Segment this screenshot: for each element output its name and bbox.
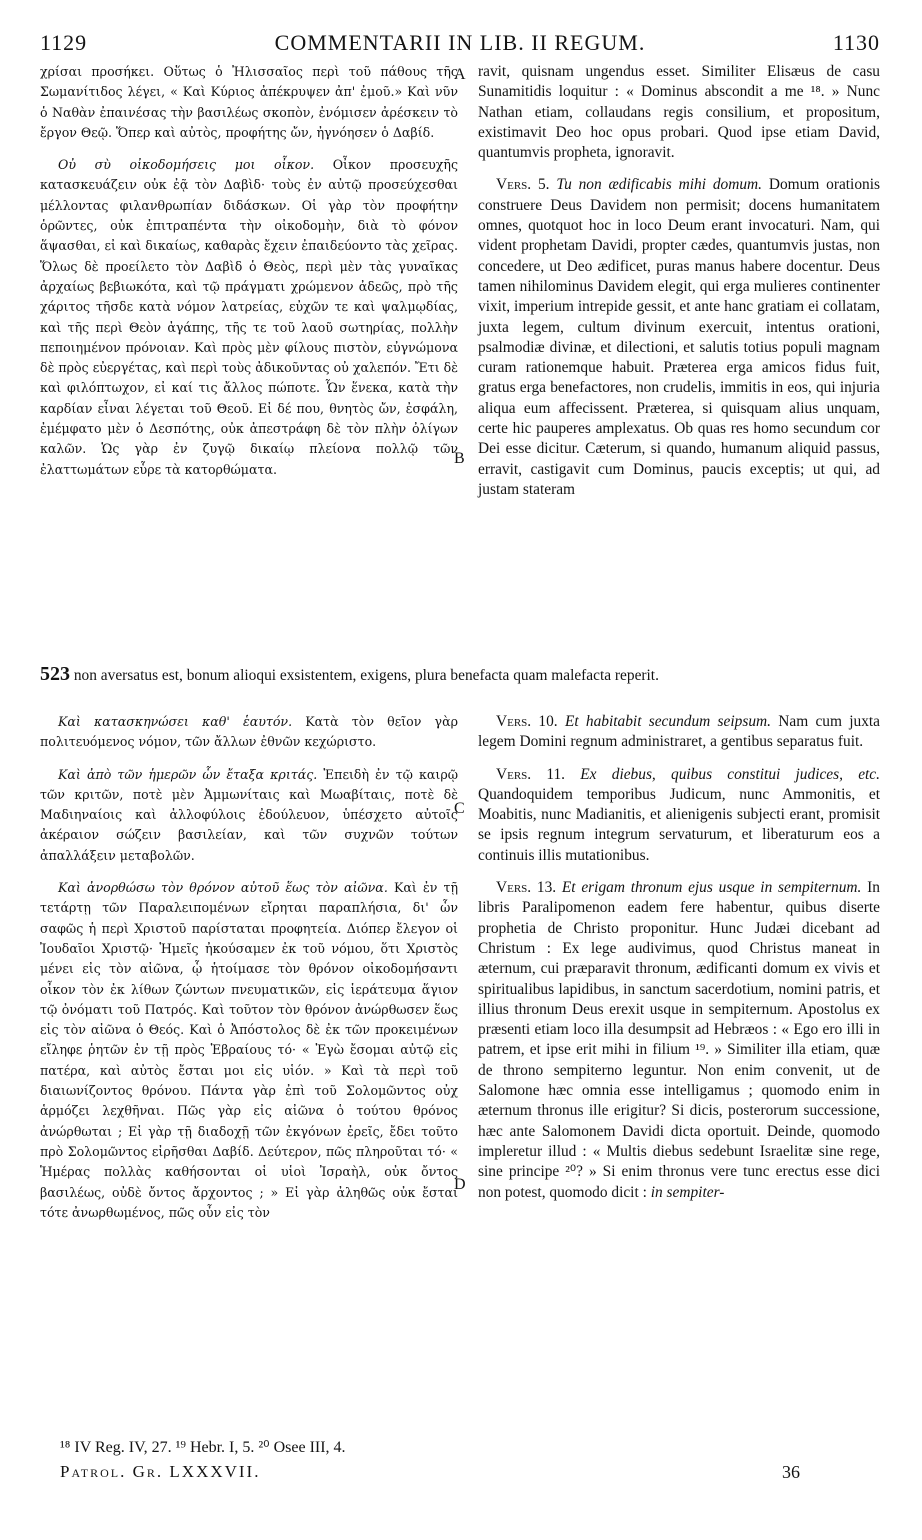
greek-column (40, 62, 458, 480)
greek-paragraph (40, 878, 458, 1223)
greek-lemma: Καὶ κατασκηνώσει καθ' ἑαυτόν. (58, 714, 293, 729)
latin-paragraph (478, 765, 880, 866)
latin-lemma: Ex diebus, quibus constitui judices, etc. (580, 765, 880, 783)
greek-lemma: Καὶ ἀνορθώσω τὸν θρόνον αὐτοῦ ἕως τὸν αἰῶνα. (58, 880, 388, 896)
right-column-number: 1130 (832, 30, 880, 55)
greek-text: Ἐπειδὴ ἐν τῷ καιρῷ τῶν κριτῶν, ποτὲ μὲν Ἀμμωνίταις καὶ Μωαβίταις, ποτὲ δὲ Μαδιηναίοις καὶ ἀλλοφύλοις ἐδούλευον, ὑπέσχετο αὐτοῖς ἀκέραιον σώζειν βασιλείαν, καὶ τῶν συχνῶν τούτων ἀπαλλάξειν μεταβολῶν. (40, 766, 458, 863)
greek-paragraph (40, 62, 458, 143)
latin-column (478, 62, 880, 500)
patrologia-reference: Patrol. Gr. LXXXVII. (60, 1462, 261, 1481)
margin-letter-c: C (454, 800, 465, 817)
latin-text: Domum orationis construere Deus Davidem non permisit; docens humanitatem omnes, quotquot hoc in loco Deum erant invocaturi. Nam, qui vident prophetam Davidi, propter cædes, quantumvis justas, non concedere, ut Deo ædificet, puras manus habere docentur. Deus tamen nihilominus Davidem elegit, qui erga mulieres continenter vixit, imperium intrepide gessit, et ante hanc gratiam ei collatam, juxta legem, cultum divinum exercuit, intentus orationi, psalmodiæ divinæ, et dilectioni, et salutis totius populi magnam curam rationemque habuit. Præterea erga amicos fidus fuit, gratus erga benefactores, non crudelis, immitis in eos, qui injuria aliqua eum affecissent. Præterea, si quisquam alius unquam, certe hic pauperes amplexatus. Ob quas res homo secundum cor Dei esse dicitur. Cæterum, si quando, humanum aliquid passus, erravit, castigavit cum Dominus, paucis exceptis; ut qui, ad justam stateram (478, 176, 880, 498)
latin-paragraph (478, 62, 880, 163)
greek-text: Καὶ ἐν τῇ τετάρτῃ τῶν Παραλειπομένων εἴρηται παραπλήσια, δι' ὧν σαφῶς ἡ περὶ Χριστοῦ παρίσταται προφητεία. Διόπερ ἔλεγον οἱ Ἰουδαῖοι Χριστῷ· Ἡμεῖς ἠκούσαμεν ἐκ τοῦ νόμου, ὅτι Χριστὸς μένει εἰς τὸν αἰῶνα, ᾧ ἡτοίμασε τὸν θρόνον οἰκοδομήσαντι οἶκον τὸν ἐκ λίθων ζώντων πνευματικῶν, εἰς ἱεράτευμα ἅγιον τῷ ὀνόματι τοῦ Πατρός. Καὶ τοῦτον τὸν θρόνον ἀνώρθωσεν ἕως εἰς τὸν αἰῶνα ὁ Θεός. Καὶ ὁ Ἀπόστολος δὲ ἐκ τῶν προκειμένων εἴληφε ῥητῶν ἐν τῇ πρὸς Ἑβραίους τό· « Ἐγὼ ἔσομαι αὐτῷ εἰς πατέρα, καὶ αὐτὸς ἔσται μοι εἰς υἱόν. » Καὶ τὰ περὶ τοῦ διαιωνίζοντος θρόνου. Πάντα γὰρ ἐπὶ τοῦ Σολομῶντος οὐχ ἁρμόζει λεχθῆναι. Πῶς γὰρ εἰς αἰῶνα ὁ τούτου θρόνος ἀνώρθωται ; Εἰ γὰρ τῇ διαδοχῇ τῶν ἐκγόνων ἐρεῖς, ἔδει τοῦτο πρὸ Σολομῶντος εἰρῆσθαι Δαβίδ. Δεύτερον, πῶς πληροῦται τό· « Ἡμέρας πολλὰς καθήσονται οἱ υἱοὶ Ἰσραὴλ, οὐκ ὄντος βασιλέως, οὐδὲ ὄντος ἄρχοντος ; » Εἰ γὰρ ἀληθῶς οὐκ ἔσται τότε ἀνωρθωμένος, πῶς οὖν εἰς τὸν (40, 880, 458, 1220)
latin-paragraph (478, 712, 880, 753)
margin-letter-b: B (454, 450, 465, 467)
greek-column-lower (40, 712, 458, 1223)
column-number-523: 523 (40, 663, 70, 685)
latin-lemma: Et habitabit secundum seipsum. (564, 713, 771, 730)
latin-column-lower (478, 712, 880, 1203)
page-number: 36 (782, 1462, 800, 1482)
wide-line-text: non aversatus est, bonum alioqui exsistentem, exigens, plura benefacta quam malefacta reperit. (73, 667, 659, 684)
footnotes (60, 1436, 880, 1484)
latin-text: Nam cum juxta legem Domini regnum administraret, a gentibus separatus fuit. (478, 713, 880, 751)
latin-paragraph (478, 878, 880, 1203)
left-column-number: 1129 (40, 30, 88, 55)
greek-text: Κατὰ τὸν θεῖον γὰρ πολιτευόμενος νόμον, τῶν ἄλλων ἐθνῶν κεχώριστο. (40, 714, 458, 750)
running-header (40, 30, 880, 60)
verse-label: Vers. 11. (496, 765, 566, 783)
verse-label: Vers. 13. (496, 879, 557, 897)
latin-lemma: in sempiter- (650, 1183, 725, 1201)
greek-text: χρίσαι προσήκει. Οὕτως ὁ Ἠλισσαῖος περὶ τοῦ πάθους τῆς Σωμανίτιδος λέγει, « Καὶ Κύριος ἀπέκρυψεν ἀπ' ἐμοῦ.» Καὶ νῦν ὁ Ναθὰν ἐπαινέσας τὴν βασιλέως σκοπὸν, ἐνόμισεν ἀρέσκειν τὸ ἔργον Θεῷ. Ὅπερ καὶ αὐτὸς, προφήτης ὤν, ἠγνόησεν ὁ Δαβίδ. (40, 64, 458, 140)
wide-line (40, 664, 880, 686)
greek-paragraph (40, 765, 458, 866)
greek-paragraph (40, 155, 458, 480)
latin-text: ravit, quisnam ungendus esset. Similiter Elisæus de casu Sunamitidis loquitur : « Dominus abscondit a me ¹⁸. » Nunc Nathan etiam, collaudans regis consilium, et propositum, existimavit Deo hoc opus probari. Quod ipse etiam David, quantumvis propheta, ignoravit. (478, 63, 880, 162)
latin-text: Quandoquidem temporibus Judicum, nunc Ammonitis, et Moabitis, nunc Madianitis, et alienigenis subjecti erant, promisit se ipsis regnum integrum servaturum, et liberaturum eos a continuis illis mutationibus. (478, 785, 880, 864)
latin-lemma: Tu non ædificabis mihi domum. (556, 176, 762, 194)
greek-lemma: Καὶ ἀπὸ τῶν ἡμερῶν ὧν ἔταξα κριτάς. (58, 766, 318, 782)
verse-label: Vers. 10. (496, 713, 558, 730)
greek-text: Οἶκον προσευχῆς κατασκευάζειν οὐκ ἐᾷ τὸν Δαβὶδ· τοὺς ἐν αὐτῷ προσεύχεσθαι μέλλοντας φιλανθρωπίαν διδάσκων. Οἱ γὰρ τὸν προφήτην ὁρῶντες, οὐκ ἐπιτραπέντα τὴν οἰκοδομὴν, διὰ τὸ φόνον ἅψασθαι, εἰ καὶ δικαίως, καθαρὰς ἔχειν ἐπαιδεύοντο τὰς χεῖρας. Ὅλως δὲ προείλετο τὸν Δαβὶδ ὁ Θεὸς, περὶ μὲν τὰς γυναῖκας ἀρχαίως βεβιωκότα, καὶ τῷ πράγματι χρώμενον ἀδεῶς, πρὸ τῆς χάριτος τῆσδε κατὰ νόμον λατρείας, εὐχῶν τε καὶ ψαλμῳδίας, καὶ τῆς περὶ Θεὸν ἀγάπης, τῆς τε τοῦ λαοῦ σωτηρίας, πολλὴν πεποιημένον πρόνοιαν. Καὶ πρὸς μὲν φίλους πιστὸν, εὐγνώμονα δὲ πρὸς εὐεργέτας, καὶ περὶ τοὺς ἀδικοῦντας οὐ χαλεπόν. Ἔτι δὲ καὶ φιλόπτωχον, εἰ καί τις ἄλλος πώποτε. Ὧν ἕνεκα, κατὰ τὴν καρδίαν εἶναι λέγεται τοῦ Θεοῦ. Εἰ δέ που, θνητὸς ὤν, ἐσφάλη, ἐμέμφατο μὲν ὁ Δεσπότης, οὐκ ἀπεστράφη δὲ τὸν πλὴν ὀλίγων καλῶν. Ὡς γὰρ ἐν ζυγῷ δικαίῳ πλείονα πολλῷ τῶν ἐλαττωμάτων εὗρε τὰ κατορθώματα. (40, 157, 459, 477)
running-title: COMMENTARII IN LIB. II REGUM. (274, 30, 646, 55)
greek-paragraph (40, 712, 458, 753)
greek-lemma: Οὐ σὺ οἰκοδομήσεις μοι οἶκον. (58, 157, 315, 173)
footnote-line: ¹⁸ IV Reg. IV, 27. ¹⁹ Hebr. I, 5. ²⁰ Osee III, 4. (60, 1439, 346, 1456)
latin-lemma: Et erigam thronum ejus usque in sempiternum. (561, 879, 862, 897)
verse-label: Vers. 5. (496, 176, 550, 194)
margin-letter-d: D (454, 1176, 466, 1193)
margin-letter-a: A (454, 66, 466, 83)
latin-paragraph (478, 175, 880, 500)
latin-text: In libris Paralipomenon eadem fere habentur, quibus diserte prophetia de Christo proponitur. Hunc Judæi dicebant ad Christum : Ex lege audivimus, quod Christus maneat in æternum, cui præparavit thronum, ædificanti domum ex vivis et spiritualibus lapidibus, in sanctum sacerdotium, nomini patris, et illius thronum Deus erexit usque in sempiternum. Apostolus ex præsenti etiam loco illa desumpsit ad Hebræos : « Ego ero illi in patrem, et ipse erit mihi in filium ¹⁹. » Similiter illa etiam, quæ de throno sempiterno leguntur. Non enim convenit, ut de Salomone hæc omnia esse intelligamus ; quomodo enim in æternum thronus ille erigitur? Si dicis, posterorum successione, hæc ante Salomonem Davidi dicta oportuit. Deinde, quomodo impleretur illud : « Multis diebus sedebunt Israelitæ sine rege, sine principe ²⁰? » Si enim thronus vere tunc erectus esse dici non potest, quomodo dicit : (478, 879, 880, 1201)
